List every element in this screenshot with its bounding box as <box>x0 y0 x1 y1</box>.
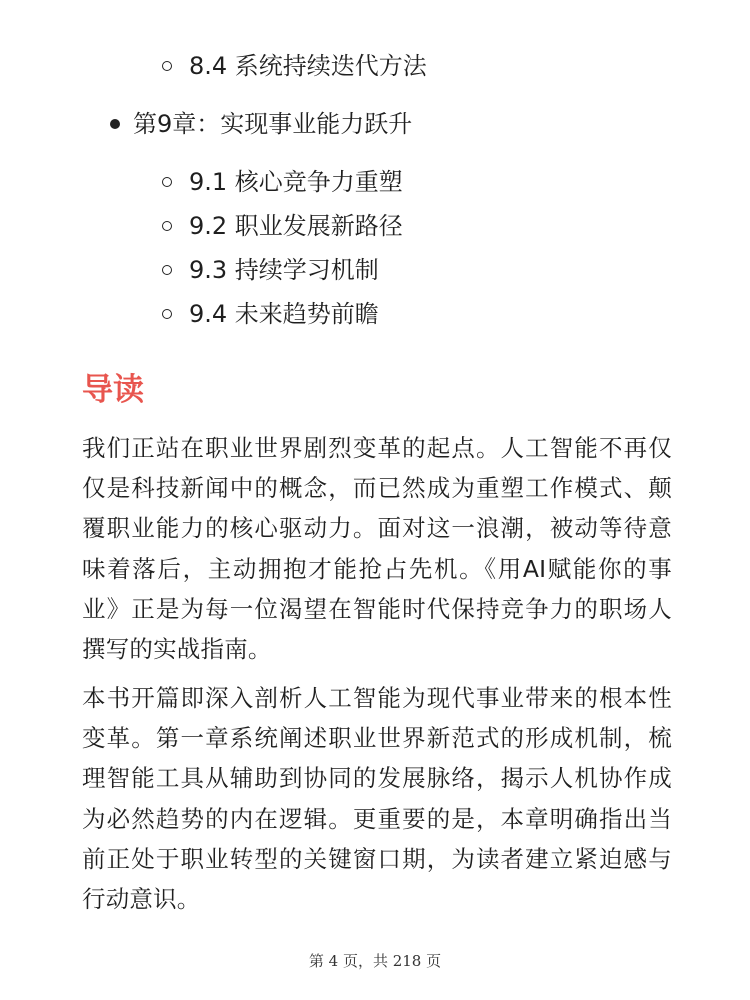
hollow-bullet-icon <box>162 221 172 231</box>
toc-item-9-1 <box>0 160 750 204</box>
toc-item-9-4 <box>0 292 750 336</box>
section-heading: 导读 <box>82 372 144 408</box>
hollow-bullet-icon <box>162 265 172 275</box>
body-paragraph-1: 我们正站在职业世界剧烈变革的起点。人工智能不再仅仅是科技新闻中的概念，而已然成为重塑工作模式、颠覆职业能力的核心驱动力。面对这一浪潮，被动等待意味着落后，主动拥抱才能抢占先机。《用AI赋能你的事业》正是为每一位渴望在智能时代保持竞争力的职场人撰写的实战指南。 <box>82 434 672 664</box>
table-of-contents <box>0 44 750 336</box>
toc-item-label: 8.4 系统持续迭代方法 <box>189 52 427 80</box>
hollow-bullet-icon <box>162 61 172 71</box>
toc-chapter-label: 第9章：实现事业能力跃升 <box>133 110 413 138</box>
toc-chapter-9 <box>0 102 750 146</box>
page-number-footer: 第 4 页，共 218 页 <box>308 952 442 970</box>
toc-item-label: 9.2 职业发展新路径 <box>189 212 403 240</box>
hollow-bullet-icon <box>162 309 172 319</box>
toc-item-label: 9.3 持续学习机制 <box>189 256 379 284</box>
toc-item-label: 9.4 未来趋势前瞻 <box>189 300 379 328</box>
toc-item-8-4 <box>0 44 750 88</box>
hollow-bullet-icon <box>162 177 172 187</box>
body-paragraph-2: 本书开篇即深入剖析人工智能为现代事业带来的根本性变革。第一章系统阐述职业世界新范式的形成机制，梳理智能工具从辅助到协同的发展脉络，揭示人机协作成为必然趋势的内在逻辑。更重要的是，本章明确指出当前正处于职业转型的关键窗口期，为读者建立紧迫感与行动意识。 <box>82 684 672 914</box>
toc-item-9-3 <box>0 248 750 292</box>
filled-bullet-icon <box>110 119 120 129</box>
toc-item-9-2 <box>0 204 750 248</box>
toc-item-label: 9.1 核心竞争力重塑 <box>189 168 403 196</box>
